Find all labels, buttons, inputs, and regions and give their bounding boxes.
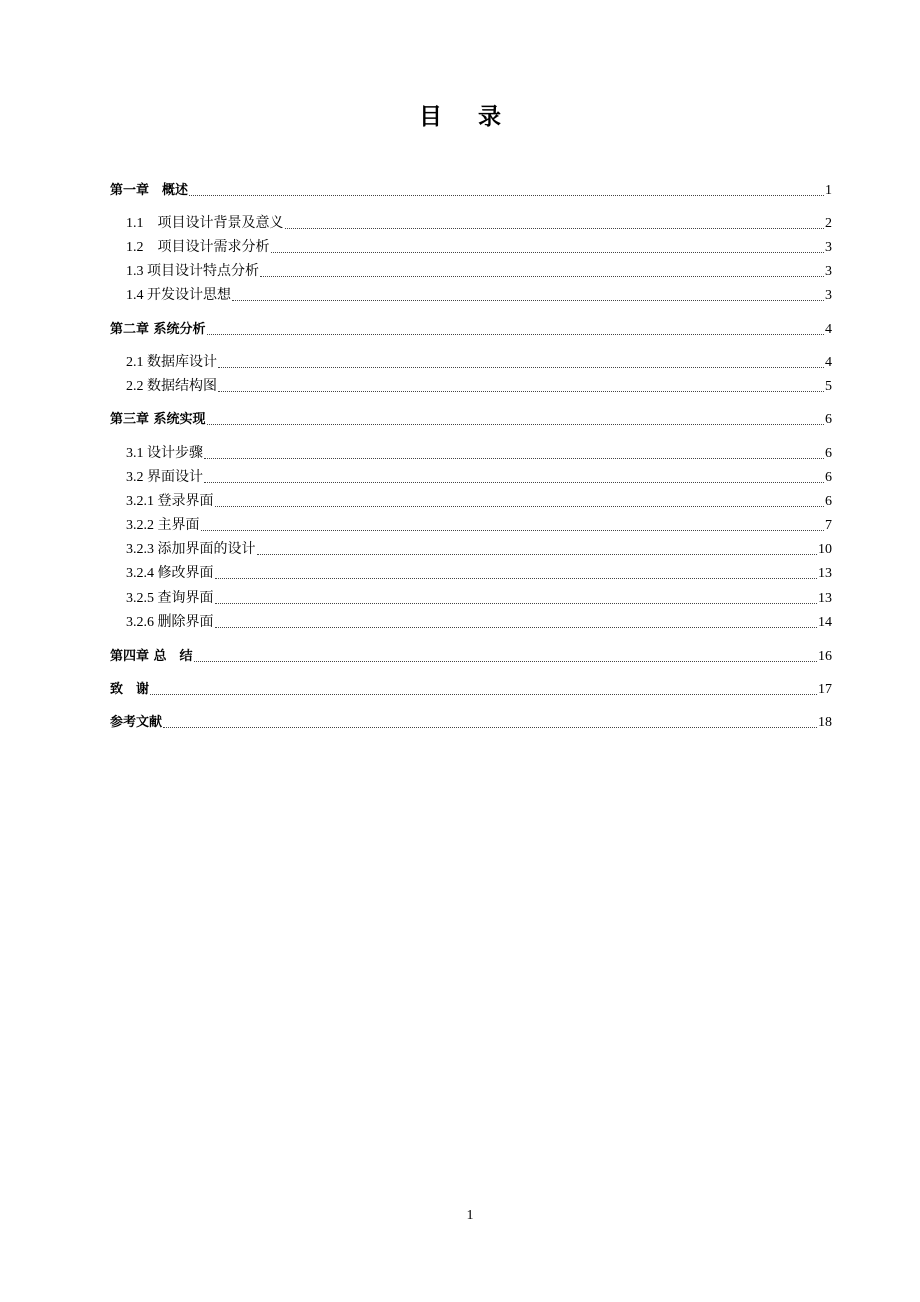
toc-entry[interactable] — [126, 469, 832, 487]
toc-entry-page: 18 — [818, 715, 832, 730]
page-title: 目 录 — [418, 104, 515, 130]
dot-leader — [285, 227, 825, 229]
toc-entry-page: 3 — [825, 288, 832, 303]
toc-entry[interactable] — [126, 239, 832, 257]
toc-entry-label: 2.2 数据结构图 — [126, 379, 217, 394]
dot-leader — [204, 457, 824, 459]
toc-entry-label: 2.1 数据库设计 — [126, 355, 217, 370]
toc-entry-label: 第二章 系统分析 — [110, 322, 206, 337]
toc-entry-page: 3 — [825, 240, 832, 255]
dot-leader — [218, 390, 824, 392]
toc-entry-label: 1.2 项目设计需求分析 — [126, 240, 270, 255]
toc-entry-page: 17 — [818, 682, 832, 697]
dot-leader — [207, 423, 824, 425]
toc-entry[interactable] — [126, 445, 832, 463]
dot-leader — [257, 553, 818, 555]
toc-entry-label: 1.3 项目设计特点分析 — [126, 264, 259, 279]
toc-entry-page: 16 — [818, 649, 832, 664]
toc-entry-label: 第三章 系统实现 — [110, 412, 206, 427]
toc-entry[interactable] — [126, 590, 832, 608]
toc-entry-page: 14 — [818, 615, 832, 630]
toc-entry-page: 2 — [825, 216, 832, 231]
toc-entry-label: 3.2 界面设计 — [126, 470, 203, 485]
toc-entry-label: 3.2.3 添加界面的设计 — [126, 542, 256, 557]
toc-entry-label: 1.1 项目设计背景及意义 — [126, 216, 284, 231]
toc-entry-label: 3.2.2 主界面 — [126, 518, 200, 533]
toc-entry-page: 3 — [825, 264, 832, 279]
toc-entry-page: 4 — [825, 355, 832, 370]
toc-entry[interactable] — [110, 321, 832, 339]
dot-leader — [150, 693, 817, 695]
toc-entry-page: 13 — [818, 591, 832, 606]
toc-entry-page: 5 — [825, 379, 832, 394]
toc-entry-label: 3.1 设计步骤 — [126, 446, 203, 461]
dot-leader — [204, 481, 824, 483]
dot-leader — [260, 275, 824, 277]
toc-entry[interactable] — [126, 565, 832, 583]
toc-entry-label: 3.2.5 查询界面 — [126, 591, 214, 606]
toc-entry-label: 3.2.1 登录界面 — [126, 494, 214, 509]
toc-entry-label: 第一章 概述 — [110, 183, 189, 198]
dot-leader — [232, 299, 824, 301]
toc-entry-page: 4 — [825, 322, 832, 337]
toc-entry-page: 6 — [825, 494, 832, 509]
toc-entry-page: 13 — [818, 566, 832, 581]
toc-entry-page: 10 — [818, 542, 832, 557]
toc-entry[interactable] — [126, 614, 832, 632]
dot-leader — [189, 194, 824, 196]
page-number-footer: 1 — [466, 1208, 474, 1223]
dot-leader — [271, 251, 825, 253]
toc-entry[interactable] — [110, 714, 832, 732]
dot-leader — [215, 505, 825, 507]
dot-leader — [215, 602, 818, 604]
toc-entry[interactable] — [126, 541, 832, 559]
toc-entry-label: 第四章 总 结 — [110, 649, 193, 664]
toc-entry[interactable] — [110, 182, 832, 200]
toc-entry-page: 6 — [825, 446, 832, 461]
toc-entry[interactable] — [126, 493, 832, 511]
toc-entry[interactable] — [110, 648, 832, 666]
toc-entry-label: 致 谢 — [110, 682, 150, 697]
toc-entry-page: 7 — [825, 518, 832, 533]
dot-leader — [207, 333, 824, 335]
toc-entry-label: 参考文献 — [110, 715, 163, 730]
toc-entry[interactable] — [110, 411, 832, 429]
toc-entry[interactable] — [126, 215, 832, 233]
toc-entry[interactable] — [126, 263, 832, 281]
toc-entry-page: 1 — [825, 183, 832, 198]
dot-leader — [215, 577, 818, 579]
toc-entry-label: 3.2.4 修改界面 — [126, 566, 214, 581]
dot-leader — [201, 529, 825, 531]
toc-entry[interactable] — [126, 378, 832, 396]
toc-entry-page: 6 — [825, 412, 832, 427]
toc-entry-label: 1.4 开发设计思想 — [126, 288, 231, 303]
toc-entry-page: 6 — [825, 470, 832, 485]
dot-leader — [194, 660, 817, 662]
toc-entry[interactable] — [126, 354, 832, 372]
toc-entry[interactable] — [126, 517, 832, 535]
toc-entry-label: 3.2.6 删除界面 — [126, 615, 214, 630]
dot-leader — [163, 726, 817, 728]
toc-entry[interactable] — [110, 681, 832, 699]
dot-leader — [215, 626, 818, 628]
dot-leader — [218, 366, 824, 368]
toc-entry[interactable] — [126, 287, 832, 305]
